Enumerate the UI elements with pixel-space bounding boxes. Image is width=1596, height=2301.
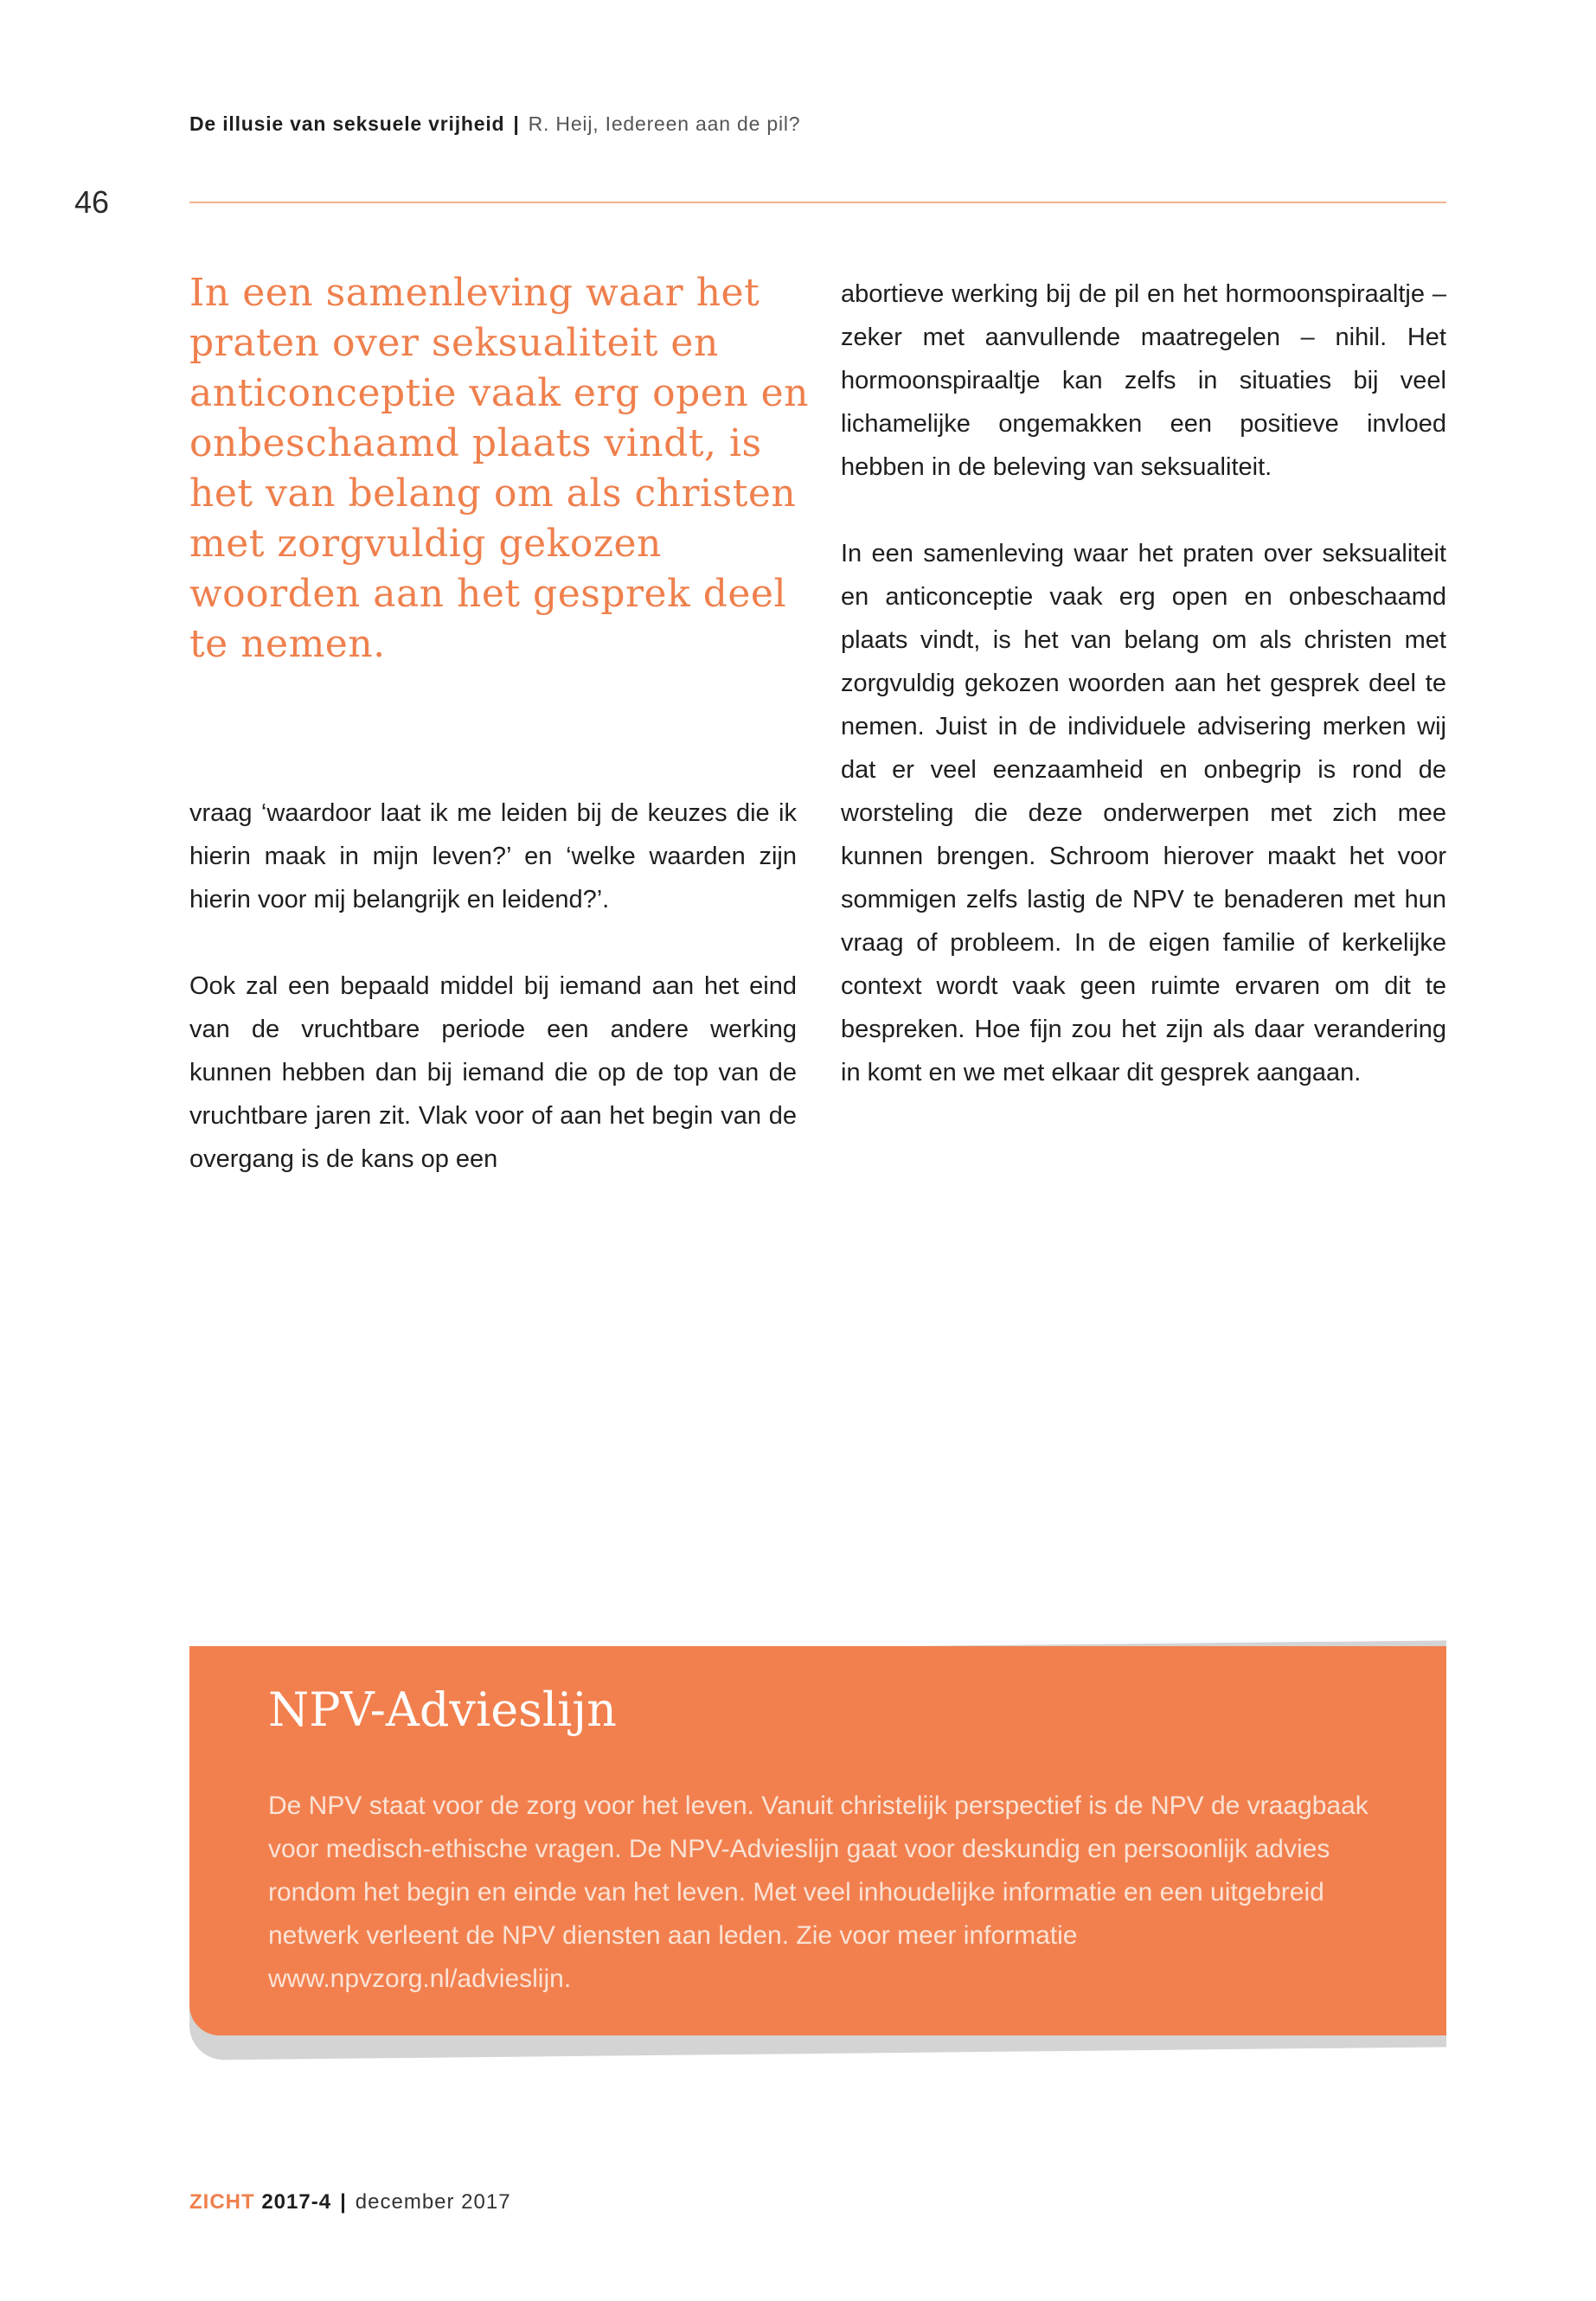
right-paragraph-2: In een samenleving waar het praten over seksualiteit en anticonceptie vaak erg open en onbeschaamd plaats vindt, is het van belang om als christen met zorgvuldig gekozen woorden aan het gesprek deel te nemen. Juist in de individuele advisering merken wij dat er veel eenzaamheid en onbegrip is rond de worsteling die deze onderwerpen met zich mee kunnen brengen. Schroom hierover maakt het voor sommigen zelfs lastig de NPV te benaderen met hun vraag of probleem. In de eigen familie of kerkelijke context wordt vaak geen ruimte ervaren om dit te bespreken. Hoe fijn zou het zijn als daar verandering in komt en we met elkaar dit gesprek aangaan.: [841, 540, 1446, 1086]
footer: [189, 2190, 511, 2214]
footer-date: december 2017: [355, 2190, 511, 2214]
right-paragraph-1: abortieve werking bij de pil en het hormoonspiraaltje – zeker met aanvullende maatregelen – nihil. Het hormoonspiraaltje kan zelfs in situaties bij veel lichamelijke ongemakken een positieve invloed hebben in de beleving van seksualiteit.: [841, 280, 1446, 481]
header-title: De illusie van seksuele vrijheid: [189, 112, 505, 135]
page-number: 46: [74, 184, 110, 220]
pull-quote: In een samenleving waar het praten over seksualiteit en anticonceptie vaak erg open en onbeschaamd plaats vindt, is het van belang om als christen met zorgvuldig gekozen woorden aan het gesprek deel te nemen.: [189, 271, 810, 666]
footer-issue: 2017-4: [261, 2190, 332, 2214]
right-column: [841, 272, 1446, 1094]
left-paragraph-2: Ook zal een bepaald middel bij iemand aan het eind van de vruchtbare periode een andere werking kunnen hebben dan bij iemand die op de top van de vruchtbare jaren zit. Vlak voor of aan het begin van de overgang is de kans op een: [189, 972, 797, 1173]
left-paragraph-1: vraag ‘waardoor laat ik me leiden bij de keuzes die ik hierin maak in mijn leven?’ en ‘welke waarden zijn hierin voor mij belangrijk en leidend?’.: [189, 799, 797, 913]
info-box-body: De NPV staat voor de zorg voor het leven. Vanuit christelijk perspectief is de NPV de vraagbaak voor medisch-ethische vragen. De NPV-Advieslijn gaat voor deskundig en persoonlijk advies rondom het begin en einde van het leven. Met veel inhoudelijke informatie en een uitgebreid netwerk verleent de NPV diensten aan leden. Zie voor meer informatie www.npvzorg.nl/advieslijn.: [268, 1791, 1368, 1993]
info-box: [189, 1646, 1446, 2035]
header-rule: [189, 202, 1446, 203]
header-subtitle: R. Heij, Iedereen aan de pil?: [528, 112, 801, 135]
footer-separator: |: [340, 2190, 347, 2214]
running-header: [189, 112, 800, 136]
header-separator: |: [513, 112, 520, 135]
info-box-title: NPV-Advieslijn: [268, 1682, 617, 1737]
footer-brand: ZICHT: [189, 2190, 255, 2214]
left-column: [189, 792, 797, 1181]
